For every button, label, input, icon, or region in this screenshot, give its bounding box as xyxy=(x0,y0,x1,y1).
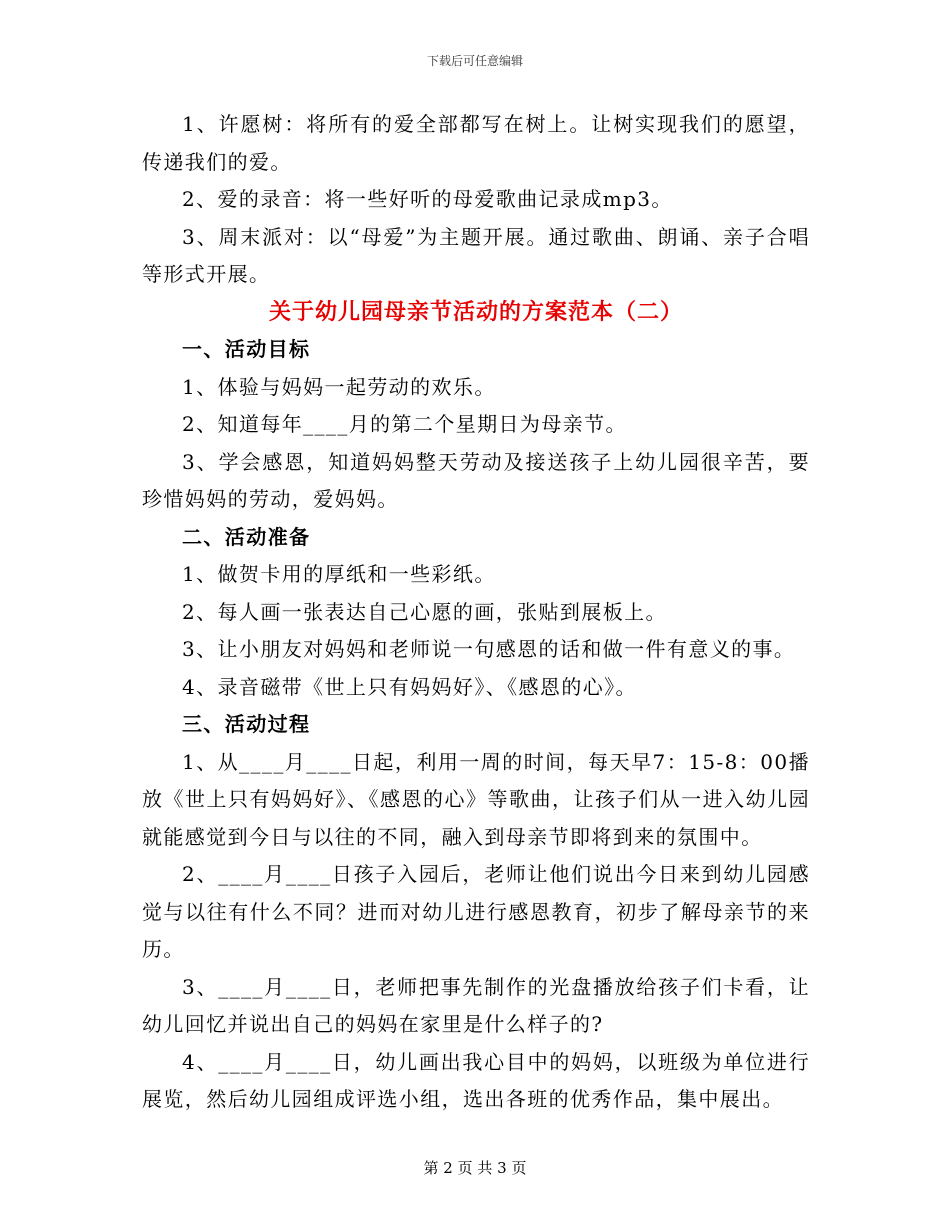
process-item-2: 2、____月____日孩子入园后，老师让他们说出今日来到幼儿园感觉与以往有什么不同？进而对幼儿进行感恩教育，初步了解母亲节的来历。 xyxy=(142,862,810,961)
goal-item-1: 1、体验与妈妈一起劳动的欢乐。 xyxy=(182,374,496,399)
goal-item-2: 2、知道每年____月的第二个星期日为母亲节。 xyxy=(182,412,627,436)
page-header: 下载后可任意编辑 xyxy=(426,54,523,68)
preparation-item-4: 4、录音磁带《世上只有妈妈好》、《感恩的心》。 xyxy=(182,674,637,699)
document-title: 关于幼儿园母亲节活动的方案范本（二） xyxy=(268,298,683,325)
goal-item-3: 3、学会感恩，知道妈妈整天劳动及接送孩子上幼儿园很辛苦，要珍惜妈妈的劳动，爱妈妈。 xyxy=(142,449,810,511)
process-item-3: 3、____月____日，老师把事先制作的光盘播放给孩子们卡看，让幼儿回忆并说出自己的妈妈在家里是什么样子的? xyxy=(142,974,810,1036)
document-body xyxy=(142,106,810,1119)
process-item-1: 1、从____月____日起，利用一周的时间，每天早7：15-8：00播放《世上只有妈妈好》、《感恩的心》等歌曲，让孩子们从一进入幼儿园就能感觉到今日与以往的不同，融入到母亲节即将到来的氛围中。 xyxy=(142,749,810,849)
section-heading-preparation: 二、活动准备 xyxy=(182,524,311,549)
preparation-item-2: 2、每人画一张表达自己心愿的画，张贴到展板上。 xyxy=(182,599,667,624)
section-heading-process: 三、活动过程 xyxy=(182,712,311,736)
preparation-item-1: 1、做贺卡用的厚纸和一些彩纸。 xyxy=(182,562,496,586)
intro-item-2: 2、爱的录音：将一些好听的母爱歌曲记录成mp3。 xyxy=(182,187,673,211)
process-item-4: 4、____月____日，幼儿画出我心目中的妈妈，以班级为单位进行展览，然后幼儿园组成评选小组，选出各班的优秀作品，集中展出。 xyxy=(142,1049,810,1111)
intro-item-1: 1、许愿树：将所有的爱全部都写在树上。让树实现我们的愿望，传递我们的爱。 xyxy=(142,112,810,174)
intro-item-3: 3、周末派对：以“母爱”为主题开展。通过歌曲、朗诵、亲子合唱等形式开展。 xyxy=(142,224,810,286)
page-footer: 第 2 页 共 3 页 xyxy=(423,1159,527,1177)
preparation-item-3: 3、让小朋友对妈妈和老师说一句感恩的话和做一件有意义的事。 xyxy=(182,637,796,661)
section-heading-goals: 一、活动目标 xyxy=(182,337,311,361)
